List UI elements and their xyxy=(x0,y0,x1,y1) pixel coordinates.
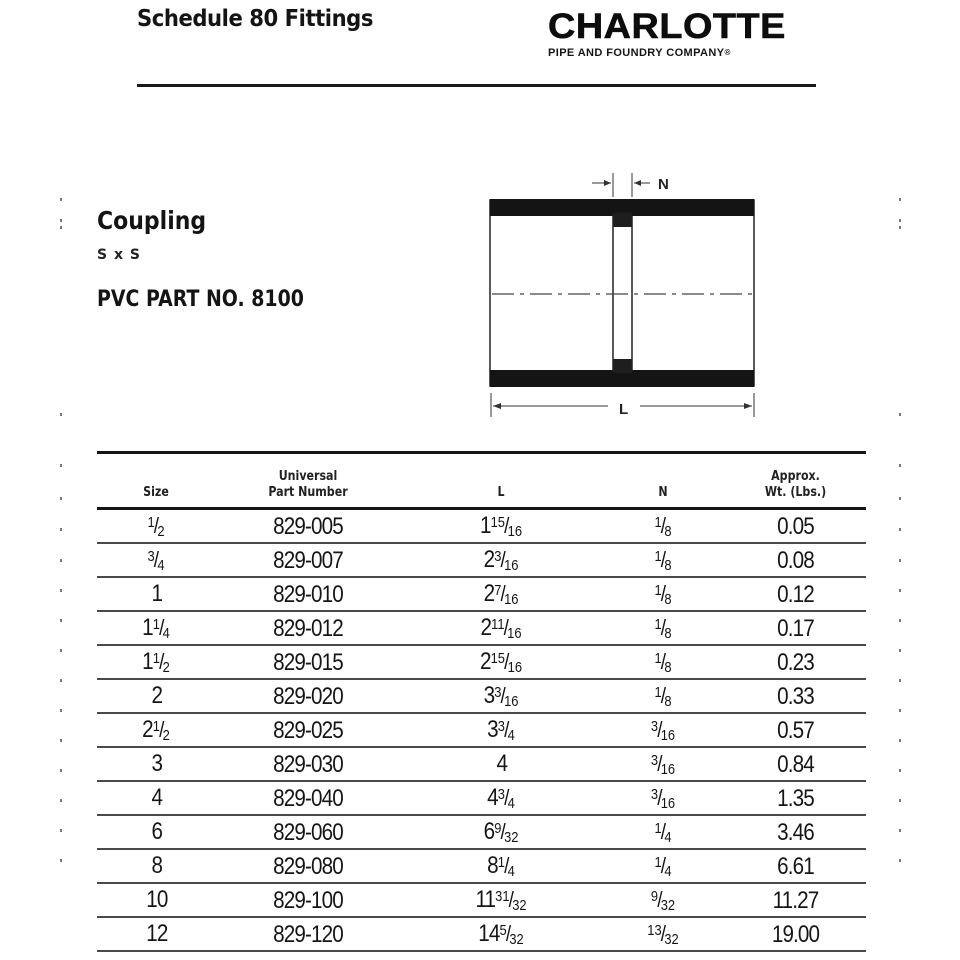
margin-dot xyxy=(899,198,901,201)
margin-dot xyxy=(60,219,62,222)
fraction-denominator: 8 xyxy=(664,556,672,574)
fraction-slash: / xyxy=(500,546,505,572)
fraction-value xyxy=(484,580,519,607)
fraction-value xyxy=(152,852,161,879)
fraction-slash: / xyxy=(500,580,505,606)
registered-mark: ® xyxy=(724,48,731,57)
l-arrowhead-right xyxy=(744,403,752,409)
fraction-numerator: 1 xyxy=(152,717,160,735)
cell-weight: 0.57 xyxy=(777,717,814,744)
table-row xyxy=(97,918,866,950)
column-header-weight xyxy=(736,469,856,507)
fraction-numerator: 3 xyxy=(494,547,502,565)
fraction-value xyxy=(152,750,161,777)
column-header-l xyxy=(416,485,586,507)
fraction-slash: / xyxy=(504,648,509,674)
fraction-numerator: 3 xyxy=(497,785,505,803)
fraction-slash: / xyxy=(159,648,164,674)
fraction-whole: 1 xyxy=(142,647,153,675)
fraction-slash: / xyxy=(500,818,505,844)
column-header-part-number xyxy=(229,469,387,507)
fraction-value xyxy=(654,580,671,607)
fraction-value xyxy=(480,512,522,539)
n-dimension-label: N xyxy=(658,176,669,193)
fraction-value xyxy=(654,682,671,709)
margin-dot xyxy=(899,649,901,652)
fraction-value xyxy=(487,784,515,811)
fraction-numerator: 1 xyxy=(654,581,662,599)
fraction-denominator: 2 xyxy=(157,522,165,540)
l-arrowhead-left xyxy=(493,403,501,409)
fraction-denominator: 16 xyxy=(660,760,676,778)
cell-part-number: 829-060 xyxy=(273,819,343,846)
fraction-value xyxy=(142,648,170,675)
margin-dot xyxy=(60,859,62,862)
fraction-denominator: 8 xyxy=(664,522,672,540)
margin-dot xyxy=(60,589,62,592)
table-row xyxy=(97,680,866,712)
fraction-value xyxy=(152,784,161,811)
fraction-slash: / xyxy=(503,614,509,640)
margin-dot xyxy=(60,559,62,562)
fraction-numerator: 15 xyxy=(490,513,505,531)
fraction-numerator: 1 xyxy=(654,819,662,837)
fraction-slash: / xyxy=(153,512,159,538)
fraction-denominator: 32 xyxy=(512,896,527,914)
fraction-slash: / xyxy=(660,614,666,640)
margin-dot xyxy=(60,198,62,201)
fraction-slash: / xyxy=(159,614,164,640)
column-header-l-label: L xyxy=(497,485,505,500)
cell-part-number: 829-010 xyxy=(273,581,343,608)
fraction-slash: / xyxy=(660,512,666,538)
table-row xyxy=(97,816,866,848)
table-row xyxy=(97,850,866,882)
fraction-denominator: 4 xyxy=(162,624,170,642)
margin-dot xyxy=(899,226,901,229)
coupling-stop-top xyxy=(613,213,632,227)
cell-weight: 11.27 xyxy=(772,887,819,914)
column-header-size-label: Size xyxy=(143,485,169,500)
fraction-whole: 14 xyxy=(478,919,500,947)
table-row xyxy=(97,782,866,814)
document-title: Schedule 80 Fittings xyxy=(137,6,373,32)
fraction-whole: 4 xyxy=(487,783,498,811)
fraction-value xyxy=(484,818,519,845)
fraction-whole: 2 xyxy=(142,715,153,743)
margin-dot xyxy=(60,679,62,682)
fraction-numerator: 1 xyxy=(152,615,160,633)
fraction-slash: / xyxy=(660,682,666,708)
fraction-slash: / xyxy=(660,852,666,878)
fraction-slash: / xyxy=(500,682,505,708)
cell-size xyxy=(105,914,206,955)
column-header-n xyxy=(610,485,715,507)
fraction-value xyxy=(146,886,166,913)
fraction-whole: 6 xyxy=(483,817,495,845)
margin-dot xyxy=(899,619,901,622)
fraction-value xyxy=(647,920,678,947)
fraction-whole: 2 xyxy=(483,579,495,607)
fraction-denominator: 8 xyxy=(664,692,672,710)
cell-part-number: 829-120 xyxy=(273,921,343,948)
fraction-value xyxy=(480,648,522,675)
charlotte-logo xyxy=(548,7,810,60)
table-row xyxy=(97,544,866,576)
fraction-slash: / xyxy=(504,852,509,878)
fraction-denominator: 8 xyxy=(664,590,672,608)
fraction-whole: 1 xyxy=(151,579,163,607)
fraction-value xyxy=(147,546,164,573)
column-header-n-label: N xyxy=(658,485,668,500)
fraction-numerator: 3 xyxy=(650,785,659,803)
fraction-numerator: 1 xyxy=(654,615,662,633)
fraction-slash: / xyxy=(660,580,666,606)
fraction-numerator: 3 xyxy=(147,547,155,565)
fraction-whole: 1 xyxy=(479,511,491,539)
fraction-whole: 8 xyxy=(487,851,498,879)
margin-dot xyxy=(899,799,901,802)
margin-dot xyxy=(899,679,901,682)
fraction-value xyxy=(152,818,161,845)
coupling-diagram xyxy=(480,165,770,430)
cell-weight: 0.23 xyxy=(777,649,814,676)
fraction-value xyxy=(142,716,170,743)
fraction-denominator: 16 xyxy=(660,726,676,744)
fraction-numerator: 9 xyxy=(650,887,659,905)
fraction-value xyxy=(480,614,521,641)
fraction-slash: / xyxy=(660,818,666,844)
fraction-numerator: 3 xyxy=(497,717,505,735)
table-row xyxy=(97,510,866,542)
cell-part-number: 829-040 xyxy=(273,785,343,812)
fraction-value xyxy=(651,886,675,913)
table-header-row xyxy=(97,454,866,507)
fraction-numerator: 1 xyxy=(152,649,160,667)
margin-dot xyxy=(60,739,62,742)
column-header-part-line2: Part Number xyxy=(268,485,348,500)
fraction-value xyxy=(478,920,523,947)
fraction-value xyxy=(654,852,671,879)
fraction-slash: / xyxy=(657,716,662,742)
fraction-denominator: 4 xyxy=(664,828,672,846)
fraction-value xyxy=(651,716,675,743)
product-end-type: S x S xyxy=(97,247,141,263)
cell-weight: 0.05 xyxy=(777,513,814,540)
margin-dot xyxy=(60,649,62,652)
fraction-slash: / xyxy=(504,512,509,538)
coupling-stop-bottom xyxy=(613,359,632,373)
fraction-slash: / xyxy=(657,750,662,776)
fraction-value xyxy=(147,512,164,539)
fraction-whole: 2 xyxy=(151,681,163,709)
fraction-value xyxy=(654,512,671,539)
cell-part-number: 829-007 xyxy=(273,547,343,574)
fraction-value xyxy=(484,546,519,573)
fraction-whole: 12 xyxy=(146,919,168,947)
cell-part-number: 829-100 xyxy=(273,887,343,914)
margin-dot xyxy=(60,464,62,467)
l-dimension-label: L xyxy=(619,401,629,418)
fraction-numerator: 3 xyxy=(650,717,659,735)
fraction-whole: 2 xyxy=(483,545,495,573)
fraction-denominator: 32 xyxy=(504,828,519,846)
fraction-numerator: 1 xyxy=(654,649,662,667)
logo-subtitle xyxy=(548,46,810,60)
fraction-denominator: 16 xyxy=(507,522,523,540)
fraction-numerator: 1 xyxy=(654,547,662,565)
margin-dot xyxy=(60,226,62,229)
fraction-numerator: 1 xyxy=(497,853,505,871)
cell-weight: 6.61 xyxy=(777,853,814,880)
fraction-numerator: 3 xyxy=(650,751,659,769)
margin-dot xyxy=(899,769,901,772)
logo-name: CHARLOTTE xyxy=(548,7,786,46)
fraction-denominator: 4 xyxy=(507,862,515,880)
fraction-denominator: 8 xyxy=(664,624,672,642)
fraction-denominator: 16 xyxy=(507,658,523,676)
product-name: Coupling xyxy=(97,206,207,235)
fraction-numerator: 1 xyxy=(654,683,662,701)
cell-weight: 19.00 xyxy=(771,921,820,948)
margin-dot xyxy=(899,739,901,742)
fraction-value xyxy=(497,750,506,777)
cell-part-number: 829-025 xyxy=(273,717,343,744)
fraction-slash: / xyxy=(660,546,666,572)
fraction-whole: 1 xyxy=(142,613,153,641)
cell-n xyxy=(610,914,717,955)
fraction-slash: / xyxy=(660,648,666,674)
cell-part-number: 829-005 xyxy=(273,513,343,540)
fraction-value xyxy=(487,852,515,879)
fraction-value xyxy=(654,818,671,845)
fraction-denominator: 32 xyxy=(509,930,524,948)
margin-dot xyxy=(60,413,62,416)
fraction-numerator: 31 xyxy=(495,887,510,905)
margin-dot xyxy=(899,413,901,416)
margin-dot xyxy=(60,769,62,772)
margin-dot xyxy=(60,829,62,832)
cell-weight: 0.84 xyxy=(777,751,814,778)
fraction-numerator: 1 xyxy=(654,513,662,531)
fraction-denominator: 16 xyxy=(507,624,522,642)
margin-dot xyxy=(60,619,62,622)
table-row xyxy=(97,578,866,610)
fraction-numerator: 15 xyxy=(490,649,505,667)
fraction-slash: / xyxy=(657,886,662,912)
fraction-slash: / xyxy=(505,920,511,946)
table-row xyxy=(97,884,866,916)
fraction-slash: / xyxy=(153,546,159,572)
cell-weight: 1.35 xyxy=(777,785,814,812)
margin-dot xyxy=(60,799,62,802)
fraction-denominator: 4 xyxy=(664,862,672,880)
fraction-whole: 11 xyxy=(475,885,496,913)
margin-dot xyxy=(899,709,901,712)
product-part-number: PVC PART NO. 8100 xyxy=(97,287,304,312)
fraction-whole: 2 xyxy=(480,613,492,641)
margin-dot xyxy=(899,219,901,222)
n-arrowhead-left xyxy=(604,180,611,186)
cell-part-number: 829-015 xyxy=(273,649,343,676)
cell-weight: 0.33 xyxy=(777,683,814,710)
column-header-weight-line2: Wt. (Lbs.) xyxy=(764,485,827,500)
fraction-whole: 6 xyxy=(151,817,163,845)
margin-dot xyxy=(899,829,901,832)
fraction-value xyxy=(152,682,161,709)
margin-dot xyxy=(60,528,62,531)
cell-part-number: 829-012 xyxy=(273,615,343,642)
fraction-slash: / xyxy=(159,716,164,742)
margin-dot xyxy=(60,497,62,500)
fraction-slash: / xyxy=(504,716,509,742)
fraction-denominator: 32 xyxy=(664,930,679,948)
spec-table xyxy=(97,451,866,952)
fraction-denominator: 16 xyxy=(504,556,519,574)
cell-part-number: 829-080 xyxy=(273,853,343,880)
fraction-value xyxy=(651,750,675,777)
fraction-numerator: 5 xyxy=(499,921,507,939)
fraction-numerator: 13 xyxy=(647,921,662,939)
margin-dot xyxy=(899,589,901,592)
fraction-whole: 3 xyxy=(483,681,495,709)
cell-weight: 3.46 xyxy=(777,819,814,846)
fraction-denominator: 2 xyxy=(162,726,170,744)
fraction-slash: / xyxy=(504,784,509,810)
fraction-value xyxy=(484,682,519,709)
column-header-size xyxy=(106,485,206,507)
fraction-numerator: 3 xyxy=(494,683,502,701)
fraction-denominator: 16 xyxy=(504,590,519,608)
margin-dot xyxy=(899,528,901,531)
fraction-value xyxy=(654,648,671,675)
fraction-denominator: 16 xyxy=(504,692,519,710)
fraction-numerator: 1 xyxy=(654,853,662,871)
fraction-value xyxy=(142,614,170,641)
fraction-whole: 3 xyxy=(151,749,163,777)
cell-part-number: 829-030 xyxy=(273,751,343,778)
fraction-denominator: 4 xyxy=(157,556,165,574)
margin-dot xyxy=(899,859,901,862)
column-header-weight-line1: Approx. xyxy=(771,469,820,484)
coupling-body-outline xyxy=(490,200,754,386)
cell-weight: 0.17 xyxy=(777,615,814,642)
margin-dot xyxy=(899,497,901,500)
fraction-value xyxy=(487,716,515,743)
margin-dot xyxy=(899,559,901,562)
fraction-denominator: 32 xyxy=(660,896,676,914)
fraction-whole: 8 xyxy=(151,851,163,879)
fraction-numerator: 9 xyxy=(494,819,502,837)
fraction-slash: / xyxy=(508,886,514,912)
n-arrowhead-right xyxy=(634,180,641,186)
fraction-denominator: 8 xyxy=(664,658,672,676)
fraction-value xyxy=(651,784,675,811)
fraction-whole: 3 xyxy=(487,715,498,743)
fraction-whole: 10 xyxy=(146,885,168,913)
fraction-whole: 4 xyxy=(151,783,163,811)
cell-weight: 0.12 xyxy=(777,581,814,608)
margin-dot xyxy=(60,709,62,712)
fraction-numerator: 1 xyxy=(147,513,155,531)
table-row xyxy=(97,612,866,644)
column-header-part-line1: Universal xyxy=(278,469,338,484)
cell-weight: 0.08 xyxy=(777,547,814,574)
table-row xyxy=(97,748,866,780)
fraction-slash: / xyxy=(657,784,662,810)
fraction-denominator: 16 xyxy=(660,794,676,812)
fraction-value xyxy=(654,614,671,641)
table-row xyxy=(97,714,866,746)
fraction-slash: / xyxy=(660,920,666,946)
header-divider xyxy=(137,84,816,87)
fraction-whole: 2 xyxy=(479,647,491,675)
fraction-denominator: 4 xyxy=(507,794,515,812)
fraction-whole: 4 xyxy=(496,749,508,777)
fraction-denominator: 4 xyxy=(507,726,515,744)
cell-part-number: 829-020 xyxy=(273,683,343,710)
fraction-value xyxy=(146,920,166,947)
logo-subtitle-text: PIPE AND FOUNDRY COMPANY xyxy=(548,47,725,59)
fraction-value xyxy=(475,886,526,913)
cell-l xyxy=(415,914,587,955)
fraction-value xyxy=(152,580,161,607)
fraction-numerator: 11 xyxy=(491,615,505,633)
fraction-numerator: 7 xyxy=(494,581,502,599)
fraction-denominator: 2 xyxy=(162,658,170,676)
table-body xyxy=(97,510,866,952)
table-row xyxy=(97,646,866,678)
margin-dot xyxy=(899,464,901,467)
fraction-value xyxy=(654,546,671,573)
